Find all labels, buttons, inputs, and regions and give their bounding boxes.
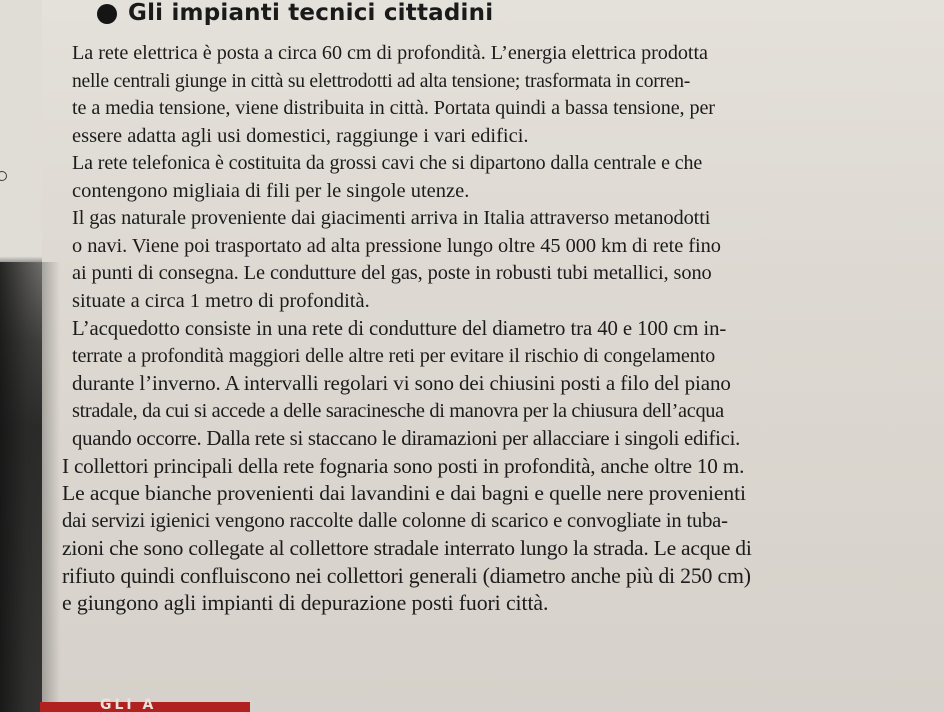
text-line: L’acquedotto consiste in una rete di condutture del diametro tra 40 e 100 cm in- [72, 317, 727, 340]
text-line: o navi. Viene poi trasportato ad alta pressione lungo oltre 45 000 km di rete fino [72, 234, 721, 257]
page-left-shadow [0, 262, 60, 712]
text-line: I collettori principali della rete fognaria sono posti in profondità, anche oltre 10 m. [62, 453, 745, 478]
text-line: e giungono agli impianti di depurazione posti fuori città. [62, 591, 549, 615]
text-line: te a media tensione, viene distribuita in città. Portata quindi a bassa tensione, per [72, 97, 715, 119]
bottom-heading-fragment: GLI A [100, 697, 157, 712]
text-line: Il gas naturale proveniente dai giacimenti arriva in Italia attraverso metanodotti [72, 207, 711, 229]
text-line: terrate a profondità maggiori delle altre reti per evitare il rischio di congelamento [72, 344, 716, 367]
text-line: Le acque bianche provenienti dai lavandini e dai bagni e quelle nere provenienti [62, 481, 746, 505]
section-heading: Gli impianti tecnici cittadini [128, 0, 494, 26]
text-line: rifiuto quindi confluiscono nei collettori generali (diametro anche più di 250 cm) [62, 563, 751, 588]
text-line: La rete elettrica è posta a circa 60 cm di profondità. L’energia elettrica prodotta [72, 42, 708, 64]
heading-bullet-icon [97, 4, 117, 24]
text-line: essere adatta agli usi domestici, raggiunge i vari edifici. [72, 124, 529, 147]
text-line: ai punti di consegna. Le condutture del gas, poste in robusti tubi metallici, sono [72, 262, 712, 284]
text-line: zioni che sono collegate al collettore stradale interrato lungo la strada. Le acque di [62, 536, 752, 560]
text-line: situate a circa 1 metro di profondità. [72, 289, 370, 312]
text-line: contengono migliaia di fili per le singole utenze. [72, 179, 470, 202]
text-line: La rete telefonica è costituita da grossi cavi che si dipartono dalla centrale e che [72, 152, 703, 174]
text-line: nelle centrali giunge in città su elettrodotti ad alta tensione; trasformata in corren- [72, 70, 691, 92]
text-line: dai servizi igienici vengono raccolte dalle colonne di scarico e convogliate in tuba- [62, 509, 728, 532]
text-line: durante l’inverno. A intervalli regolari vi sono dei chiusini posti a filo del piano [72, 371, 731, 395]
body-text [62, 40, 940, 618]
text-line: stradale, da cui si accede a delle saracinesche di manovra per la chiusura dell’acqua [72, 399, 724, 422]
text-line: quando occorre. Dalla rete si staccano le diramazioni per allacciare i singoli edifici. [72, 427, 740, 450]
